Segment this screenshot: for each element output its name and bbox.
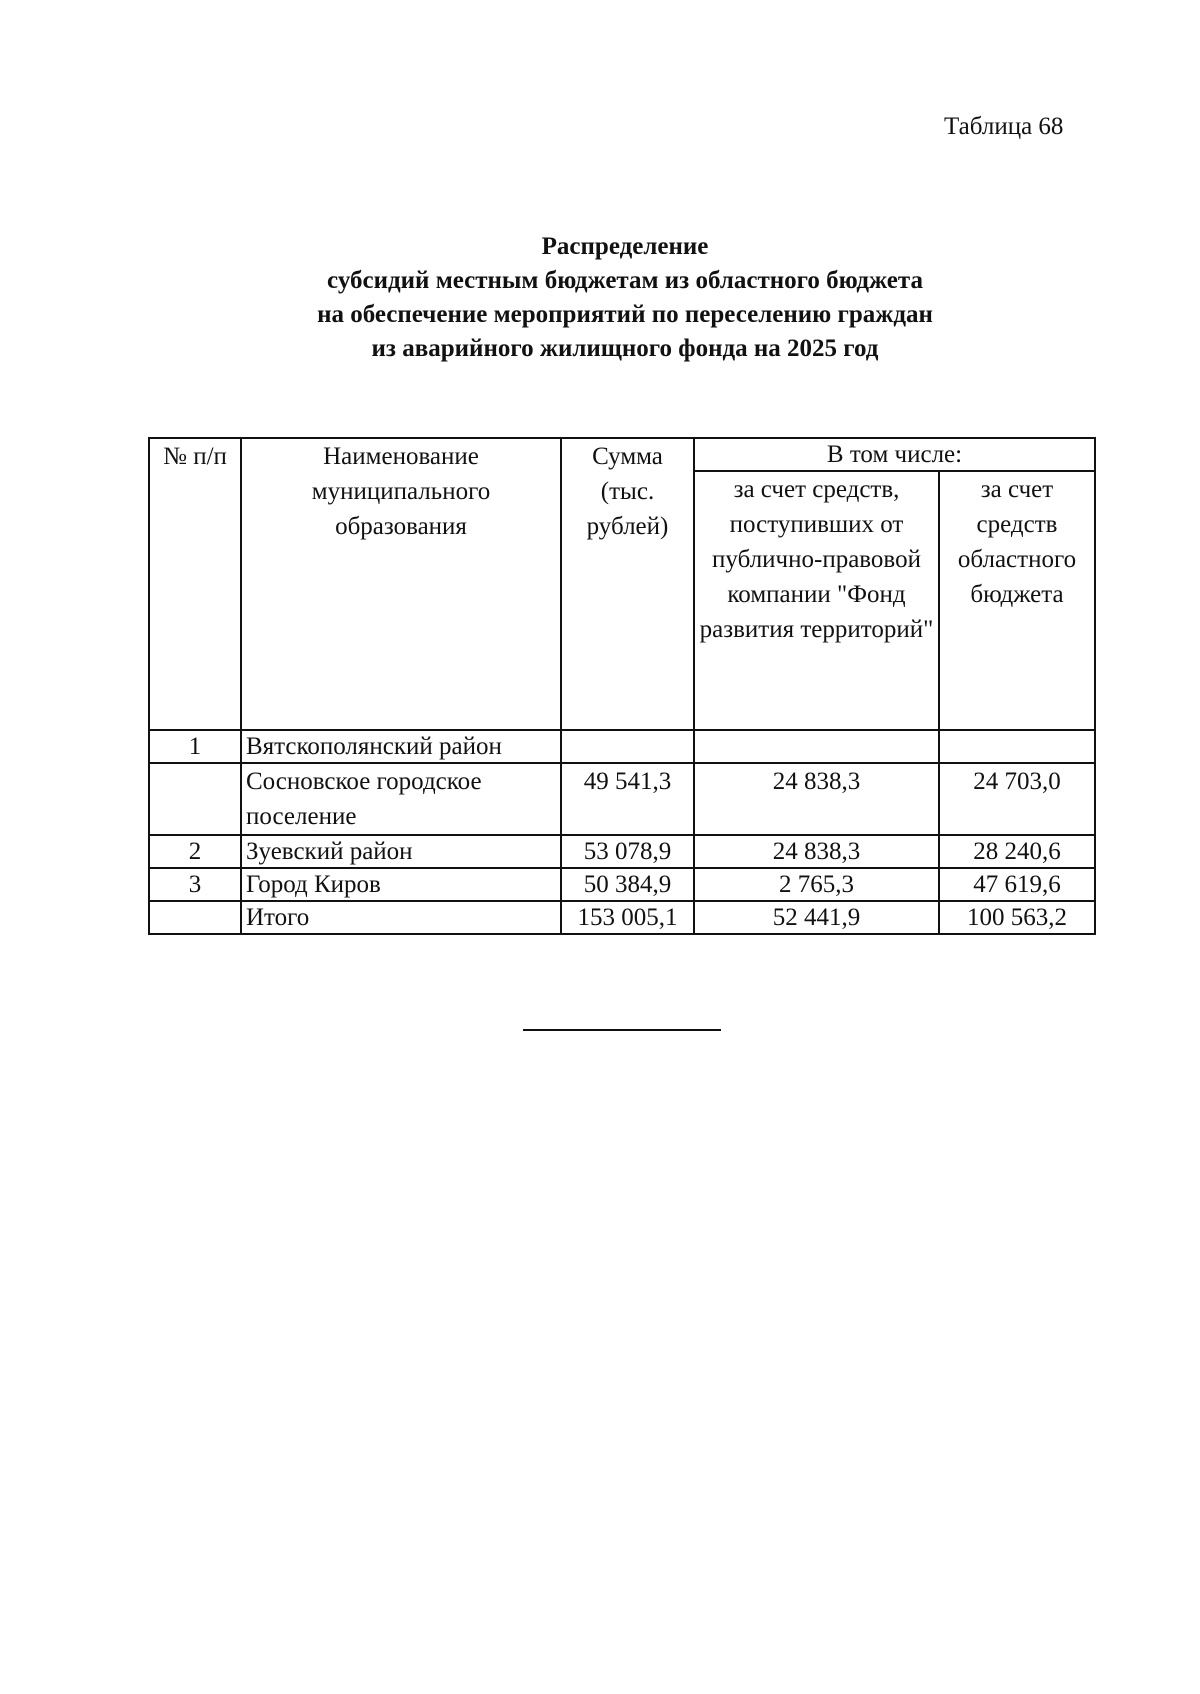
cell-sum: 50 384,9 (561, 868, 694, 901)
header-num: № п/п (149, 438, 241, 730)
header-sum: Сумма (тыс. рублей) (561, 438, 694, 730)
table-row (149, 868, 1095, 901)
cell-name: Зуевский район (241, 835, 561, 868)
cell-sum: 53 078,9 (561, 835, 694, 868)
cell-fund: 24 838,3 (694, 835, 939, 868)
header-regional: за счет средств областного бюджета (939, 471, 1095, 730)
title-line: на обеспечение мероприятий по переселению граждан (317, 301, 933, 328)
cell-fund: 24 838,3 (694, 763, 939, 835)
header-name: Наименование муниципального образования (241, 438, 561, 730)
table-row-total (149, 901, 1095, 934)
distribution-table (148, 437, 1096, 935)
closing-divider-line (523, 1029, 721, 1031)
cell-fund: 52 441,9 (694, 901, 939, 934)
cell-regional: 28 240,6 (939, 835, 1095, 868)
cell-regional (939, 730, 1095, 763)
cell-name: Итого (241, 901, 561, 934)
document-title (0, 230, 1200, 366)
cell-num (149, 763, 241, 835)
title-line: Распределение (541, 233, 709, 260)
cell-fund (694, 730, 939, 763)
table-number: Таблица 68 (944, 113, 1064, 140)
table-row (149, 835, 1095, 868)
cell-num: 1 (149, 730, 241, 763)
cell-name: Вятскополянский район (241, 730, 561, 763)
table-row (149, 763, 1095, 835)
cell-name: Сосновское городское поселение (241, 763, 561, 835)
cell-fund: 2 765,3 (694, 868, 939, 901)
title-line: из аварийного жилищного фонда на 2025 год (371, 335, 879, 362)
title-line: субсидий местным бюджетам из областного бюджета (327, 267, 923, 294)
cell-regional: 47 619,6 (939, 868, 1095, 901)
cell-sum (561, 730, 694, 763)
cell-num: 3 (149, 868, 241, 901)
cell-num: 2 (149, 835, 241, 868)
cell-regional: 24 703,0 (939, 763, 1095, 835)
cell-sum: 49 541,3 (561, 763, 694, 835)
cell-name: Город Киров (241, 868, 561, 901)
header-fund: за счет средств, поступивших от публично-правовой компании "Фонд развития территорий" (694, 471, 939, 730)
cell-regional: 100 563,2 (939, 901, 1095, 934)
table-row (149, 730, 1095, 763)
cell-num (149, 901, 241, 934)
header-including: В том числе: (694, 438, 1095, 471)
cell-sum: 153 005,1 (561, 901, 694, 934)
